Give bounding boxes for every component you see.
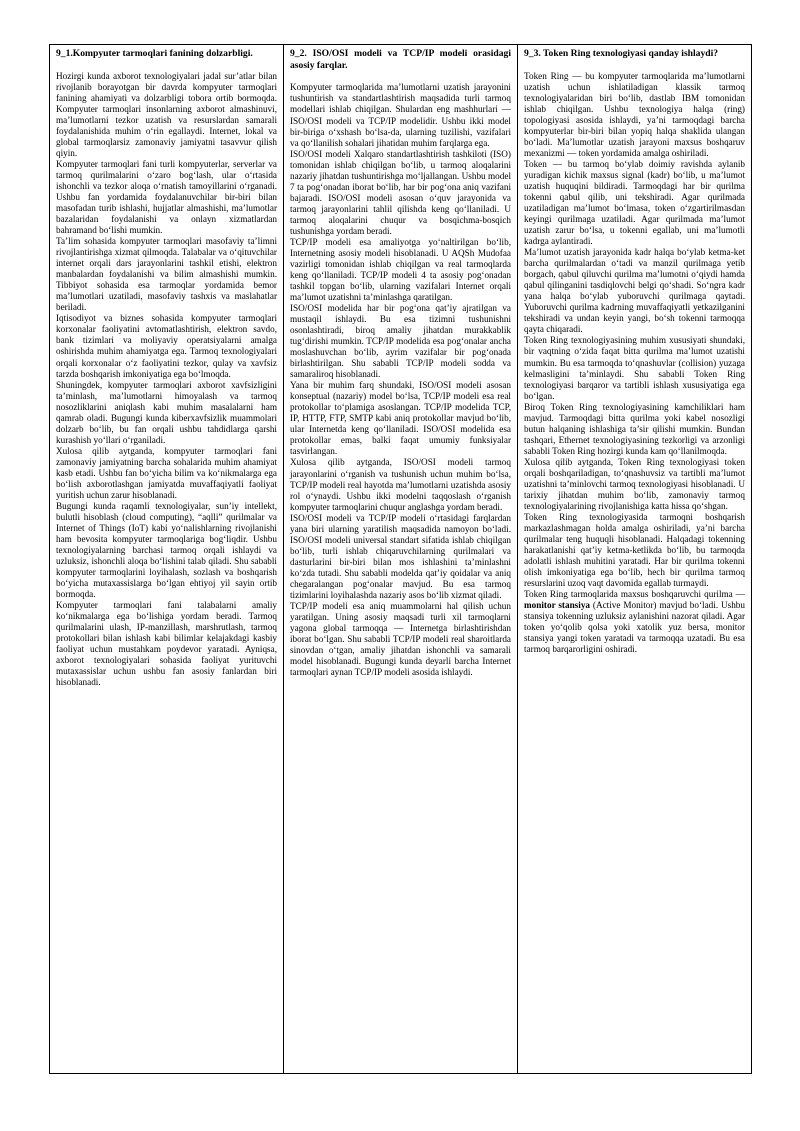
paragraph: Biroq Token Ring texnologiyasining kamchiliklari ham mavjud. Tarmoqdagi bitta qurilma yoki kabel nosozligi butun halqaning ishlashiga ta’sir qilishi mumkin. Bundan tashqari, Ethernet texnologiyasining tezkorligi va arzonligi sababli Token Ring hozirgi kunda kam qo‘llanilmoqda. [524, 401, 745, 456]
column-title: 9_3. Token Ring texnologiyasi qanday ishlaydi? [524, 48, 719, 59]
bold-term: monitor stansiya [524, 600, 591, 611]
paragraph-monitor-station [524, 589, 745, 655]
paragraph: Kompyuter tarmoqlari fani talabalarni amaliy ko‘nikmalarga ega bo‘lishiga yordam beradi. Tarmoq qurilmalarini ulash, IP-manzillash, marshrutlash, tarmoq protokollari bilan ishlash kabi bilimlar kelajakdagi kasbiy faoliyat uchun mustahkam poydevor yaratadi. Ayniqsa, axborot texnologiyalari sohasida faoliyat yurituvchi mutaxassislar uchun ushbu fan asosiy fanlardan biri hisoblanadi. [56, 600, 277, 688]
column-title: 9_1.Kompyuter tarmoqlari fanining dolzarbligi. [56, 48, 253, 59]
paragraph: ISO/OSI modeli va TCP/IP modeli o‘rtasidagi farqlardan yana biri ularning yaratilish maqsadida namoyon bo‘ladi. ISO/OSI modeli universal standart sifatida ishlab chiqilgan bo‘lib, turli ishlab chiqaruvchilarning qurilmalari va dasturlarini bir-biri bilan mos ishlashini ta’minlashni ko‘zda tutadi. Shu sababli modelda qat’iy qoidalar va aniq chegaralangan pog‘onalar mavjud. Bu esa tarmoq tizimlarini loyihalashda nazariy asos bo‘lib xizmat qiladi. [290, 512, 511, 600]
paragraph: Xulosa qilib aytganda, ISO/OSI modeli tarmoq jarayonlarini o‘rganish va tushunish uchun muhim bo‘lsa, TCP/IP modeli real hayotda ma’lumotlarni uzatishda asosiy rol o‘ynaydi. Ushbu ikki modelni taqqoslash o‘rganish kompyuter tarmoqlarini chuqur anglashga yordam beradi. [290, 457, 511, 512]
paragraph: Kompyuter tarmoqlari fani turli kompyuterlar, serverlar va tarmoq qurilmalarini o‘zaro bog‘lash, ular o‘rtasida ishonchli va tezkor aloqa o‘rnatish tamoyillarini o‘rganadi. Ushbu fan yordamida foydalanuvchilar bir-biri bilan masofadan turib ishlashi, hujjatlar almashishi, ma’lumotlar bazalaridan foydalanishi va onlayn xizmatlardan bahramand bo‘lishi mumkin. [56, 158, 277, 236]
paragraph: ISO/OSI modelida har bir pog‘ona qat’iy ajratilgan va mustaqil ishlaydi. Bu esa tizimni tushunishni osonlashtiradi, biroq amaliy jihatdan murakkablik tug‘dirishi mumkin. TCP/IP modelida esa pog‘onalar ancha moslashuvchan bo‘lib, ayrim vazifalar bir pog‘onada birlashtirilgan. Shu sababli TCP/IP modeli sodda va samaraliroq hisoblanadi. [290, 303, 511, 380]
paragraph: TCP/IP modeli esa amaliyotga yo‘naltirilgan bo‘lib, Internetning asosiy modeli hisoblanadi. U AQSh Mudofaa vazirligi tomonidan ishlab chiqilgan va real tarmoqlarda keng qo‘llaniladi. TCP/IP modeli 4 ta asosiy pog‘onadan tashkil topgan bo‘lib, ularning vazifalari Internet orqali ma’lumot uzatishni ta’minlashga qaratilgan. [290, 236, 511, 302]
paragraph: Xulosa qilib aytganda, kompyuter tarmoqlari fani zamonaviy jamiyatning barcha sohalarida muhim ahamiyat kasb etadi. Ushbu fan bo‘yicha bilim va ko‘nikmalarga ega bo‘lish axborotlashgan jamiyatda muvaffaqiyatli faoliyat yuritish uchun zarur hisoblanadi. [56, 445, 277, 500]
paragraph: Token — bu tarmoq bo‘ylab doimiy ravishda aylanib yuradigan kichik maxsus signal (kadr) bo‘lib, u ma’lumot uzatish huquqini bildiradi. Tarmoqdagi har bir qurilma tokenni qabul qilib, uni tekshiradi. Agar qurilmada uzatiladigan ma’lumot bo‘lmasa, token o‘zgartirilmasdan keyingi qurilmaga uzatiladi. Agar qurilmada ma’lumot uzatish zarur bo‘lsa, u tokenni egallab, uni ma’lumotli kadrga aylantiradi. [524, 158, 745, 247]
column-title: 9_2. ISO/OSI modeli va TCP/IP modeli orasidagi asosiy farqlar. [290, 48, 511, 71]
paragraph: TCP/IP modeli esa aniq muammolarni hal qilish uchun yaratilgan. Uning asosiy maqsadi turli xil tarmoqlarni yagona global tarmoqqa — Internetga birlashtirishdan iborat bo‘lgan. Shu sababli TCP/IP modeli real sharoitlarda sinovdan o‘tgan, amaliy jihatdan ishonchli va samarali model hisoblanadi. Bugungi kunda deyarli barcha Internet tarmoqlari aynan TCP/IP modeli asosida ishlaydi. [290, 600, 511, 678]
paragraph-text: Token Ring tarmoqlarida maxsus boshqaruvchi qurilma — [524, 589, 745, 600]
column-osi-vs-tcpip [284, 45, 518, 1073]
paragraph: ISO/OSI modeli Xalqaro standartlashtirish tashkiloti (ISO) tomonidan ishlab chiqilgan bo‘lib, u tarmoq aloqalarini nazariy jihatdan tushuntirishga mo‘ljallangan. Ushbu model 7 ta pog‘onadan iborat bo‘lib, har bir pog‘ona aniq vazifani bajaradi. ISO/OSI modeli asosan o‘quv jarayonida va tarmoq jarayonlarini tahlil qilishda keng qo‘llaniladi. U tarmoq aloqalarini chuqur va bosqichma-bosqich tushunishga yordam beradi. [290, 148, 511, 236]
paragraph: Shuningdek, kompyuter tarmoqlari axborot xavfsizligini ta’minlash, ma’lumotlarni himoyalash va tarmoq nosozliklarini aniqlash kabi muhim masalalarni ham qamrab oladi. Bugungi kunda kiberxavfsizlik muammolari dolzarb bo‘lib, bu fan orqali ushbu tahdidlarga qarshi kurashish yo‘llari o‘rganiladi. [56, 379, 277, 445]
paragraph: Iqtisodiyot va biznes sohasida kompyuter tarmoqlari korxonalar faoliyatini avtomatlashtirish, elektron savdo, bank tizimlari va moliyaviy operatsiyalarni amalga oshirishda muhim ahamiyatga ega. Tarmoq texnologiyalari orqali korxonalar o‘z faoliyatini tezkor, qulay va xavfsiz tarzda boshqarish imkoniyatiga ega bo‘lmoqda. [56, 313, 277, 379]
paragraph: Ta’lim sohasida kompyuter tarmoqlari masofaviy ta’limni rivojlantirishga xizmat qilmoqda. Talabalar va o‘qituvchilar internet orqali dars jarayonlarini tashkil etishi, elektron manbalardan foydalanishi va bilim almashishi mumkin. Tibbiyot sohasida esa tarmoqlar yordamida bemor ma’lumotlari uzatiladi, masofaviy tashxis va maslahatlar beriladi. [56, 236, 277, 313]
paragraph-text: (Active Monitor) mavjud bo‘ladi. Ushbu stansiya tokenning uzluksiz aylanishini nazorat qiladi. Agar token yo‘qolib qolsa yoki xatolik yuz bersa, monitor stansiya yangi token yaratadi va tarmoqqa uzatadi. Bu esa tarmoq barqarorligini oshiradi. [524, 600, 745, 655]
paragraph: Kompyuter tarmoqlarida ma’lumotlarni uzatish jarayonini tushuntirish va standartlashtirish maqsadida turli tarmoq modellari ishlab chiqilgan. Shulardan eng mashhurlari — ISO/OSI modeli va TCP/IP modelidir. Ushbu ikki model bir-biriga o‘xshash bo‘lsa-da, ularning tuzilishi, vazifalari va qo‘llanilish sohalari jihatidan muhim farqlarga ega. [290, 82, 511, 148]
paragraph: Xulosa qilib aytganda, Token Ring texnologiyasi token orqali boshqariladigan, to‘qnashuvsiz va tartibli ma’lumot uzatishni ta’minlovchi tarmoq texnologiyasi hisoblanadi. U tarixiy jihatdan muhim bo‘lib, zamonaviy tarmoq texnologiyalarining rivojlanishiga katta hissa qo‘shgan. [524, 456, 745, 511]
column-network-relevance [50, 45, 284, 1073]
paragraph: Token Ring texnologiyasida tarmoqni boshqarish markazlashmagan holda amalga oshiriladi, ya’ni barcha qurilmalar teng huquqli hisoblanadi. Halqadagi tokenning harakatlanishi qat’iy ketma-ketlikda bo‘lib, bu tarmoqda adolatli ishlash muhitini yaratadi. Har bir qurilma tokenni olish imkoniyatiga ega bo‘lib, hech bir qurilma tarmoq resurslarini uzoq vaqt davomida egallab turmaydi. [524, 511, 745, 589]
column-token-ring [518, 45, 751, 1073]
paragraph: Ma’lumot uzatish jarayonida kadr halqa bo‘ylab ketma-ket barcha qurilmalardan o‘tadi va manzil qurilmaga yetib borgach, qabul qiluvchi qurilma ma’lumotni o‘qiydi hamda qabul qilinganini tasdiqlovchi belgi qo‘shadi. So‘ngra kadr yana halqa bo‘ylab yuboruvchi qurilmaga qaytadi. Yuboruvchi qurilma kadrning muvaffaqiyatli yetkazilganini tekshiradi va undan keyin yangi, bo‘sh tokenni tarmoqqa qayta chiqaradi. [524, 247, 745, 335]
paragraph: Yana bir muhim farq shundaki, ISO/OSI modeli asosan konseptual (nazariy) model bo‘lsa, TCP/IP modeli esa real protokollar to‘plamiga asoslangan. TCP/IP modelida TCP, IP, HTTP, FTP, SMTP kabi aniq protokollar mavjud bo‘lib, ular Internetda keng qo‘llaniladi. ISO/OSI modelida esa protokollar emas, balki faqat umumiy funksiyalar tasvirlangan. [290, 380, 511, 457]
paragraph: Token Ring texnologiyasining muhim xususiyati shundaki, bir vaqtning o‘zida faqat bitta qurilma ma’lumot uzatishi mumkin. Bu esa tarmoqda to‘qnashuvlar (collision) yuzaga kelmasligini ta’minlaydi. Shu sababli Token Ring texnologiyasi barqaror va tartibli ishlash xususiyatiga ega bo‘lgan. [524, 335, 745, 401]
document-table [49, 44, 752, 1074]
paragraph: Hozirgi kunda axborot texnologiyalari jadal sur’atlar bilan rivojlanib borayotgan bir davrda kompyuter tarmoqlari fanining ahamiyati va dolzarbligi tobora ortib bormoqda. Kompyuter tarmoqlari insonlarning axborot almashinuvi, ma’lumotlarni tezkor uzatish va resurslardan samarali foydalanishida muhim o‘rin egallaydi. Internet, lokal va global tarmoqlarsiz zamonaviy jamiyatni tasavvur qilish qiyin. [56, 70, 277, 158]
paragraph: Token Ring — bu kompyuter tarmoqlarida ma’lumotlarni uzatish uchun ishlatiladigan klassik tarmoq texnologiyalaridan biri bo‘lib, dastlab IBM tomonidan ishlab chiqilgan. Ushbu texnologiya halqa (ring) topologiyasi asosida ishlaydi, ya’ni tarmoqdagi barcha kompyuterlar bir-biri bilan yopiq halqa shaklida ulangan bo‘ladi. Ma’lumotlar uzatish jarayoni maxsus boshqaruv mexanizmi — token yordamida amalga oshiriladi. [524, 70, 745, 158]
paragraph: Bugungi kunda raqamli texnologiyalar, sun’iy intellekt, bulutli hisoblash (cloud computing), “aqlli” qurilmalar va Internet of Things (IoT) kabi yo‘nalishlarning rivojlanishi ham bevosita kompyuter tarmoqlariga bog‘liqdir. Ushbu texnologiyalarning barchasi tarmoq orqali ishlaydi va uzluksiz, ishonchli aloqa bo‘lishini talab qiladi. Shu sababli kompyuter tarmoqlarini loyihalash, sozlash va boshqarish bo‘yicha mutaxassislarga bo‘lgan ehtiyoj yil sayin ortib bormoqda. [56, 500, 277, 600]
